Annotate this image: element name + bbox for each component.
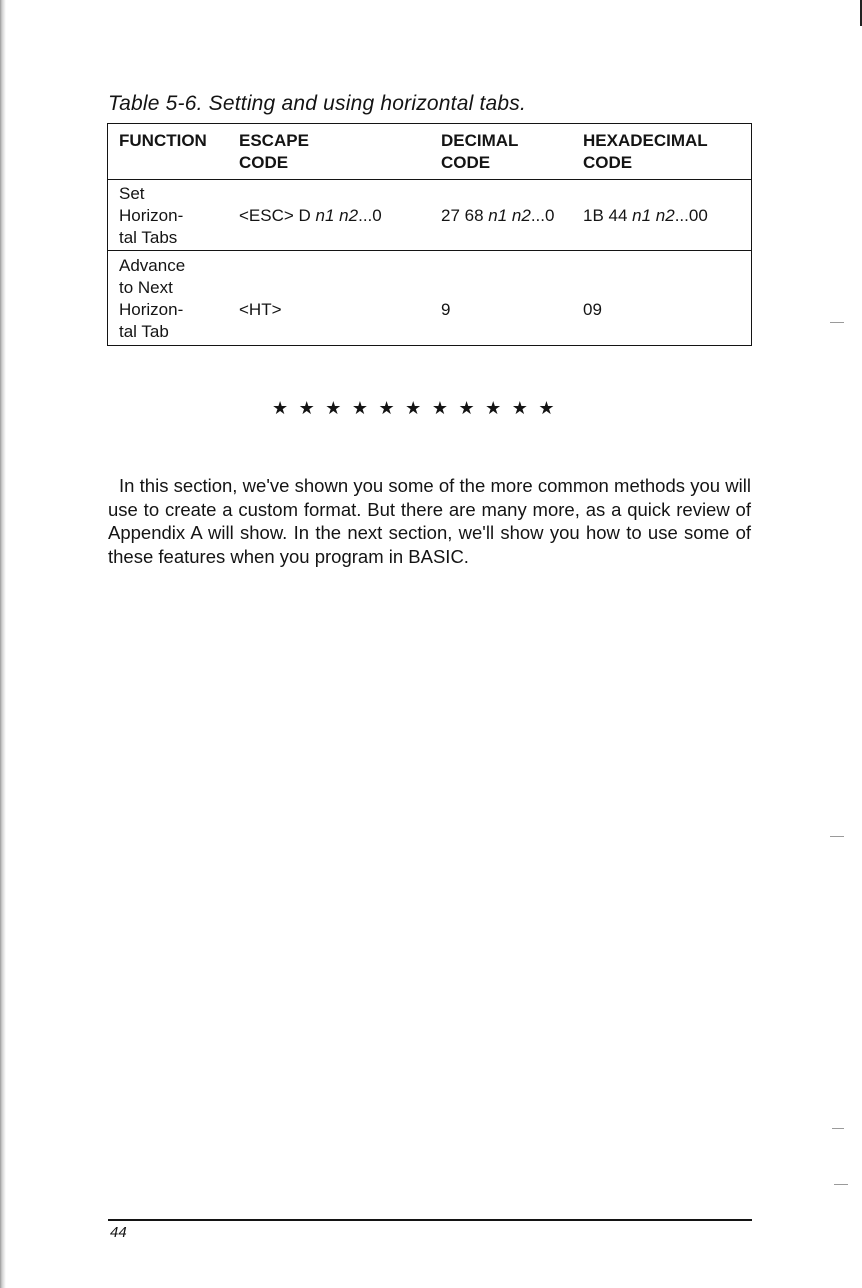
row-hex-code: 09: [583, 300, 602, 319]
body-paragraph: In this section, we've shown you some of the more common methods you will use to create a custom format. But there are many more, as a quick review of Appendix A will show. In the next section, we'll show you how to use some of these features when you program in BASIC.: [108, 475, 751, 567]
code-text: <ESC> D: [239, 206, 316, 225]
margin-tick: [834, 1184, 848, 1185]
row-hex-code: 1B 44 n1 n2...00: [583, 206, 708, 225]
header-escape-code: ESCAPE CODE: [239, 131, 309, 172]
row-function: Set Horizon- tal Tabs: [119, 184, 184, 247]
table-row: [108, 251, 751, 345]
margin-tick: [832, 1128, 844, 1129]
page-number: 44: [110, 1224, 127, 1241]
table-header-row: [108, 124, 751, 180]
row-function: Advance to Next Horizon- tal Tab: [119, 256, 186, 341]
header-decimal-code: DECIMAL CODE: [441, 131, 519, 172]
table-title: Table 5-6. Setting and using horizontal tabs.: [108, 92, 526, 115]
row-escape-code: <HT>: [239, 300, 282, 319]
section-separator-stars: ★★★★★★★★★★★: [272, 398, 566, 418]
horizontal-tabs-table: [107, 123, 752, 346]
header-hexadecimal-code: HEXADECIMAL CODE: [583, 131, 708, 172]
row-decimal-code: 9: [441, 300, 451, 319]
row-escape-code: <ESC> D n1 n2...0: [239, 206, 382, 225]
header-function: FUNCTION: [119, 131, 207, 150]
row-decimal-code: 27 68 n1 n2...0: [441, 206, 555, 225]
margin-tick: [830, 322, 844, 323]
table-row: [108, 179, 751, 251]
margin-tick: [830, 836, 844, 837]
footer-rule: [108, 1219, 752, 1221]
scan-left-edge: [0, 0, 6, 1288]
